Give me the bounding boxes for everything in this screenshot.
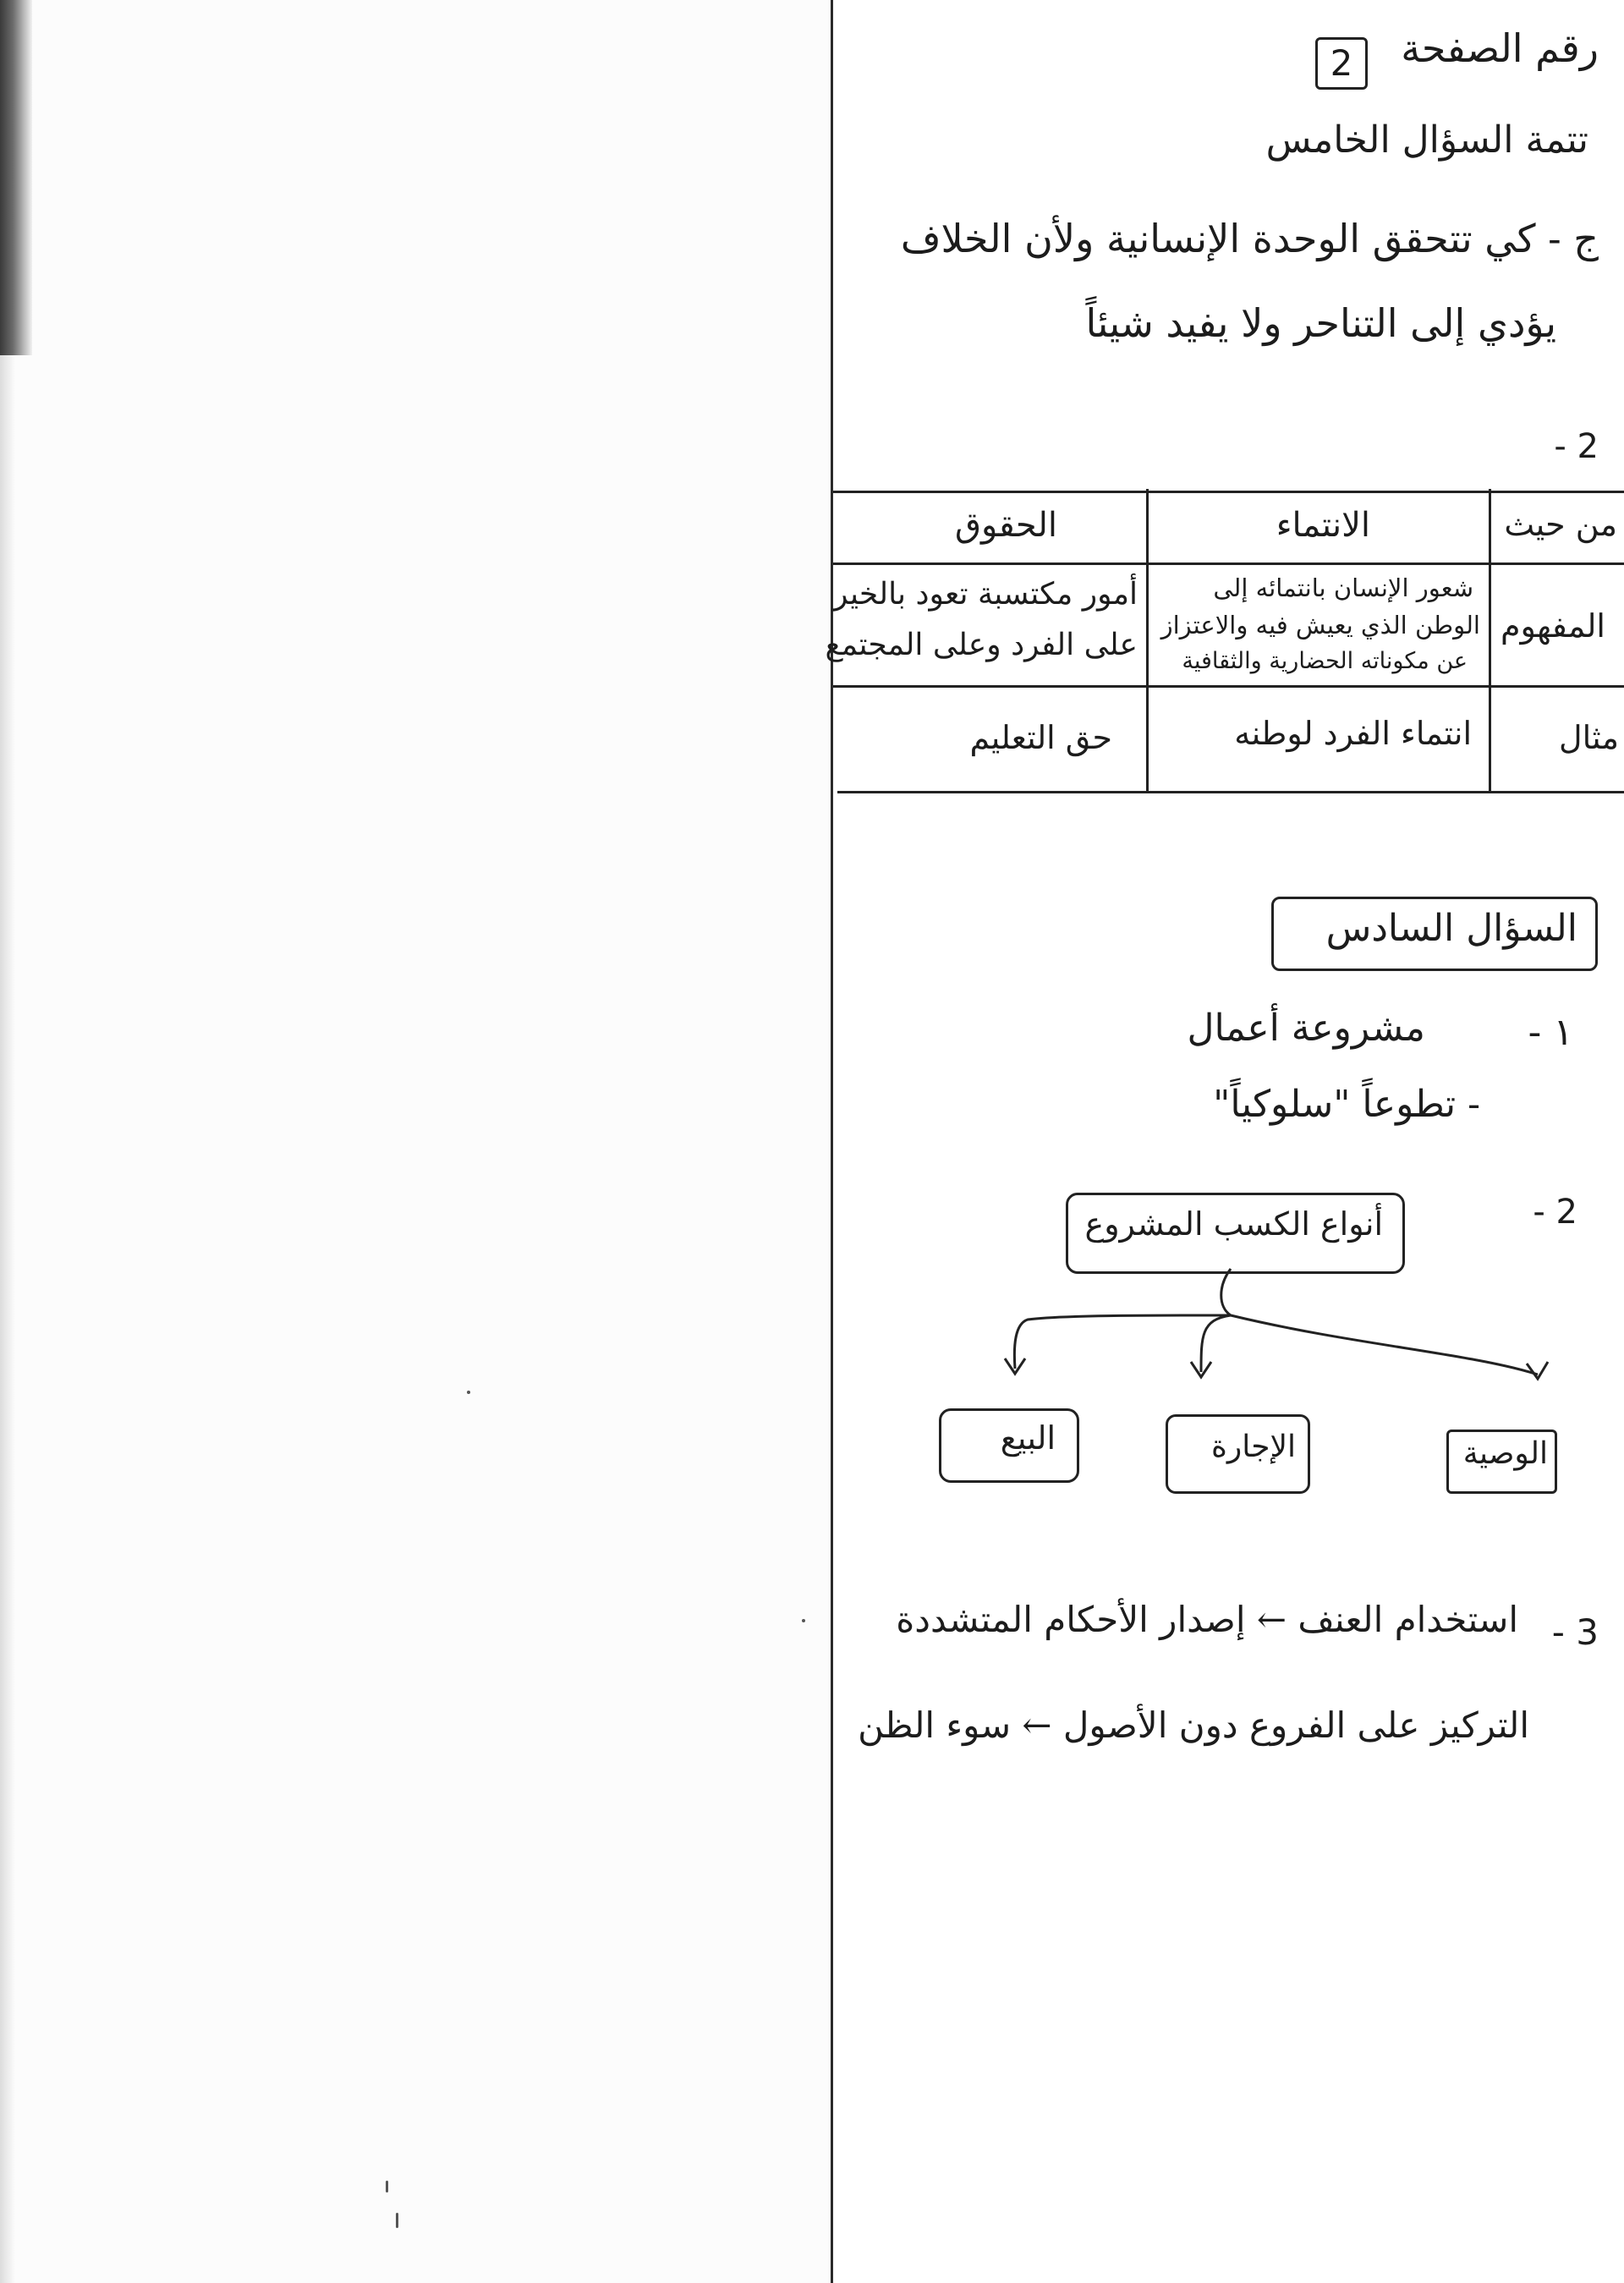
diagram-branch-will: الوصية xyxy=(1462,1436,1548,1471)
diagram-branch-sale: البيع xyxy=(1000,1419,1056,1457)
q5-answer-line1: ج - كي تتحقق الوحدة الإنسانية ولأن الخلاف xyxy=(900,216,1599,261)
page-number-label: رقم الصفحة xyxy=(1401,25,1599,71)
page-number-box: 2 xyxy=(1315,37,1368,90)
continuation-heading: تتمة السؤال الخامس xyxy=(1265,118,1588,162)
q6-item2-number: 2 - xyxy=(1533,1193,1577,1232)
table-header-belonging: الانتماء xyxy=(1276,506,1370,545)
table-cell-rights: أمور مكتسبة تعود بالخير xyxy=(833,577,1138,612)
table-cell-belonging: انتماء الفرد لوطنه xyxy=(1234,715,1472,752)
table-cell-rights: حق التعليم xyxy=(969,719,1112,756)
q6-item1-number: ١ - xyxy=(1528,1011,1573,1054)
table-cell-belonging: شعور الإنسان بانتمائه إلى xyxy=(1213,573,1473,602)
table-header-criterion: من حيث xyxy=(1504,506,1617,543)
table-cell-criterion: مثال xyxy=(1558,719,1619,756)
q6-item1-line2: - تطوعاً "سلوكياً" xyxy=(1213,1083,1480,1126)
q6-item1-line1: مشروعة أعمال xyxy=(1187,1007,1425,1050)
q5-answer-line2: يؤدي إلى التناحر ولا يفيد شيئاً xyxy=(1085,300,1556,346)
table-cell-criterion: المفهوم xyxy=(1500,607,1605,645)
q6-item3-line1: استخدام العنف ← إصدار الأحكام المتشددة xyxy=(896,1599,1518,1640)
q6-title: السؤال السادس xyxy=(1325,907,1577,950)
table-cell-rights: على الفرد وعلى المجتمع xyxy=(825,628,1138,662)
diagram-branch-lease: الإجارة xyxy=(1210,1430,1296,1464)
diagram-root-label: أنواع الكسب المشروع xyxy=(1084,1205,1383,1243)
q6-item3-line2: التركيز على الفروع دون الأصول ← سوء الظن xyxy=(858,1704,1529,1746)
q5-item-number: 2 - xyxy=(1554,427,1599,466)
table-cell-belonging: الوطن الذي يعيش فيه والاعتزاز xyxy=(1160,611,1480,639)
table-header-rights: الحقوق xyxy=(954,506,1057,545)
table-cell-belonging: عن مكوناته الحضارية والثقافية xyxy=(1182,648,1468,674)
q6-item3-number: 3 - xyxy=(1551,1611,1599,1653)
